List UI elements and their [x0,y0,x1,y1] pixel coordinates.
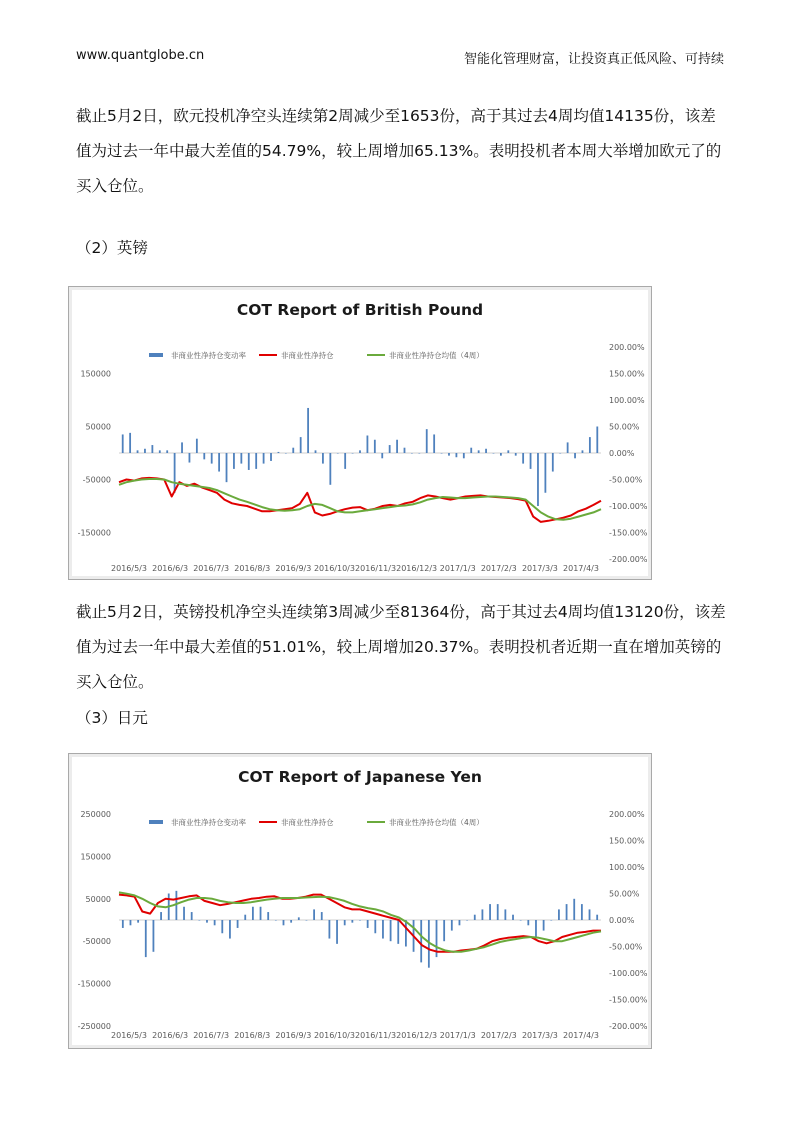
x-axis-tick-label: 2016/6/3 [152,564,189,573]
bar [411,453,413,454]
bar [527,920,529,925]
bar [237,920,239,928]
bar [535,920,537,939]
legend-label: 非商业性净持仓 [281,351,334,360]
bar [381,453,383,458]
x-axis-tick-label: 2016/9/3 [275,1031,312,1040]
bar [367,436,369,453]
bar [137,450,139,453]
x-axis-tick-label: 2017/2/3 [480,1031,517,1040]
x-axis-tick-label: 2017/3/3 [521,1031,558,1040]
bar [244,915,246,920]
bar [351,920,353,923]
bar [474,915,476,920]
bar [275,920,277,921]
site-slogan: 智能化管理财富，让投资真正低风险、可持续 [463,52,724,67]
x-axis-tick-label: 2016/8/3 [234,564,271,573]
bar [489,904,491,920]
bar [211,453,213,464]
bar [267,912,269,920]
bar [397,920,399,944]
left-axis-tick-label: 50000 [85,894,111,904]
right-axis-tick-label: -150.00% [609,528,648,538]
bar [153,920,155,952]
x-axis-tick-label: 2017/4/3 [563,564,599,573]
bar [566,904,568,920]
paragraph-pound: 截止5月2日，英镑投机净空头连续第3周减少至81364份，高于其过去4周均值13120份，该差值为过去一年中最大差值的51.01%，较上周增加20.37%。表明投机者近期一直在增加英镑的买入仓位。 [76,603,726,691]
right-axis-tick-label: 50.00% [609,889,640,899]
bar [396,440,398,453]
bar [285,453,287,454]
bar [504,909,506,920]
bar [596,915,598,920]
bar [367,920,369,928]
legend-label: 非商业性净持仓变动率 [171,351,246,360]
bar [292,448,294,453]
bar [337,453,339,454]
right-axis-tick-label: -150.00% [609,995,648,1005]
left-axis-tick-label: 50000 [85,422,111,432]
bar [328,920,330,939]
bar [321,912,323,920]
bar [263,453,265,464]
bar [283,920,285,925]
right-axis-tick-label: 200.00% [609,343,645,352]
x-axis-tick-label: 2017/1/3 [439,564,476,573]
x-axis-tick-label: 2016/11/3 [355,1031,397,1040]
bar [233,453,235,469]
paragraph-euro: 截止5月2日，欧元投机净空头连续第2周减少至1653份，高于其过去4周均值14135份，该差值为过去一年中最大差值的54.79%，较上周增加65.13%。表明投机者本周大举增加欧元了的买入仓位。 [76,107,722,195]
bar [405,920,407,947]
right-axis-tick-label: 100.00% [609,396,645,405]
x-axis-tick-label: 2016/6/3 [152,1031,189,1040]
bar [329,453,331,485]
x-axis-tick-label: 2016/10/3 [313,564,355,573]
left-axis-tick-label: -150000 [77,528,111,538]
right-axis-tick-label: -200.00% [609,555,648,564]
bar [122,434,124,453]
bar [573,899,575,920]
bar [189,453,191,463]
right-axis-tick-label: -50.00% [609,942,643,952]
bar [214,920,216,925]
x-axis-tick-label: 2017/1/3 [439,1031,476,1040]
bar [290,920,292,923]
bar [359,920,361,921]
x-axis-tick-label: 2017/2/3 [480,564,517,573]
chart-svg [69,287,651,579]
bar [497,904,499,920]
x-axis-tick-label: 2016/9/3 [275,564,312,573]
bar [512,915,514,920]
bar [359,450,361,453]
bar [183,907,185,920]
bar [270,453,272,461]
bar [390,920,392,941]
bar [404,448,406,453]
bar [589,437,591,453]
x-axis-tick-label: 2016/10/3 [313,1031,355,1040]
bar [336,920,338,944]
bar [485,449,487,453]
bar [589,909,591,920]
bar [530,453,532,469]
bar [550,920,552,921]
bar [582,450,584,453]
bar [298,917,300,920]
right-axis-tick-label: 100.00% [609,863,645,872]
bar [552,453,554,472]
bar [300,437,302,453]
bar [181,442,183,453]
chart-british-pound [68,286,652,580]
bar [144,449,146,453]
bar [374,920,376,933]
chart-title: COT Report of British Pound [236,301,484,319]
bar [470,448,472,453]
x-axis-tick-label: 2016/5/3 [111,1031,147,1040]
bar [382,920,384,939]
bar [544,453,546,493]
right-axis-tick-label: -100.00% [609,969,648,978]
bar [543,920,545,931]
bar [260,907,262,920]
bar [389,445,391,453]
legend-label: 非商业性净持仓变动率 [171,818,246,827]
bar [129,433,131,453]
bar [443,920,445,941]
right-axis-tick-label: 200.00% [609,810,645,819]
bar [426,429,428,453]
bar [322,453,324,464]
bar [493,453,495,454]
right-axis-tick-label: -100.00% [609,502,648,511]
bar [145,920,147,957]
bar [122,920,124,928]
bar [306,920,308,921]
bar [456,453,458,457]
bar [218,453,220,472]
bar [520,920,522,921]
bar [515,453,517,456]
bar [206,920,208,923]
bar [451,920,453,931]
bar [459,920,461,925]
x-axis-tick-label: 2016/8/3 [234,1031,271,1040]
right-axis-tick-label: 0.00% [609,916,635,925]
x-axis-tick-label: 2016/5/3 [111,564,147,573]
bar [307,408,309,453]
left-axis-tick-label: -50000 [82,475,111,485]
bar [137,920,139,923]
left-axis-tick-label: 250000 [80,810,111,819]
bar [196,439,198,453]
bar [581,904,583,920]
x-axis-tick-label: 2016/12/3 [396,1031,438,1040]
left-axis-tick-label: -250000 [77,1022,111,1031]
right-axis-tick-label: 0.00% [609,449,635,458]
right-axis-tick-label: 150.00% [609,369,645,379]
site-url[interactable]: www.quantglobe.cn [76,48,205,63]
bar [478,450,480,453]
x-axis-tick-label: 2017/4/3 [563,1031,599,1040]
chart-title: COT Report of Japanese Yen [238,768,482,786]
bar [574,453,576,458]
bar [418,453,420,454]
chart-svg [69,754,651,1048]
legend-swatch [149,820,163,824]
section-heading-yen: （3）日元 [76,709,148,727]
bar [315,450,317,453]
bar [344,453,346,469]
bar [130,920,132,925]
x-axis-tick-label: 2016/7/3 [193,564,230,573]
chart-japanese-yen [68,753,652,1049]
bar [507,450,509,453]
bar [567,442,569,453]
bar [448,453,450,456]
right-axis-tick-label: 150.00% [609,836,645,846]
left-axis-tick-label: -150000 [77,979,111,989]
legend-label: 非商业性净持仓 [281,818,334,827]
bar [466,920,468,921]
bar [160,912,162,920]
left-axis-tick-label: -50000 [82,937,111,947]
bar [558,909,560,920]
right-axis-tick-label: -200.00% [609,1022,648,1031]
bar [226,453,228,482]
bar [229,920,231,939]
bar [420,920,422,962]
x-axis-tick-label: 2016/7/3 [193,1031,230,1040]
bar [166,450,168,453]
section-heading-pound: （2）英镑 [76,239,148,257]
bar [221,920,223,933]
right-axis-tick-label: 50.00% [609,422,640,432]
bar [537,453,539,506]
bar [278,452,280,453]
bar [203,453,205,459]
bar [248,453,250,470]
x-axis-tick-label: 2016/11/3 [355,564,397,573]
x-axis-tick-label: 2017/3/3 [521,564,558,573]
bar [175,891,177,920]
bar [482,909,484,920]
bar [463,453,465,458]
bar [344,920,346,925]
bar [522,453,524,464]
bar [352,453,354,454]
left-axis-tick-label: 150000 [80,369,111,379]
bar [159,450,161,453]
left-axis-tick-label: 150000 [80,852,111,862]
bar [255,453,257,469]
bar [374,440,376,453]
bar [441,453,443,454]
legend-swatch [149,353,163,357]
legend-label: 非商业性净持仓均值（4周） [389,351,484,360]
bar [151,445,153,453]
bar [174,453,176,493]
x-axis-tick-label: 2016/12/3 [396,564,438,573]
series-line-4week-average [119,479,601,520]
bar [433,434,435,453]
bar [252,907,254,920]
bar [191,912,193,920]
legend-label: 非商业性净持仓均值（4周） [389,818,484,827]
bar [596,427,598,454]
bar [313,909,315,920]
right-axis-tick-label: -50.00% [609,475,643,485]
bar [240,453,242,464]
bar [198,920,200,921]
bar [500,453,502,456]
bar [559,453,561,454]
